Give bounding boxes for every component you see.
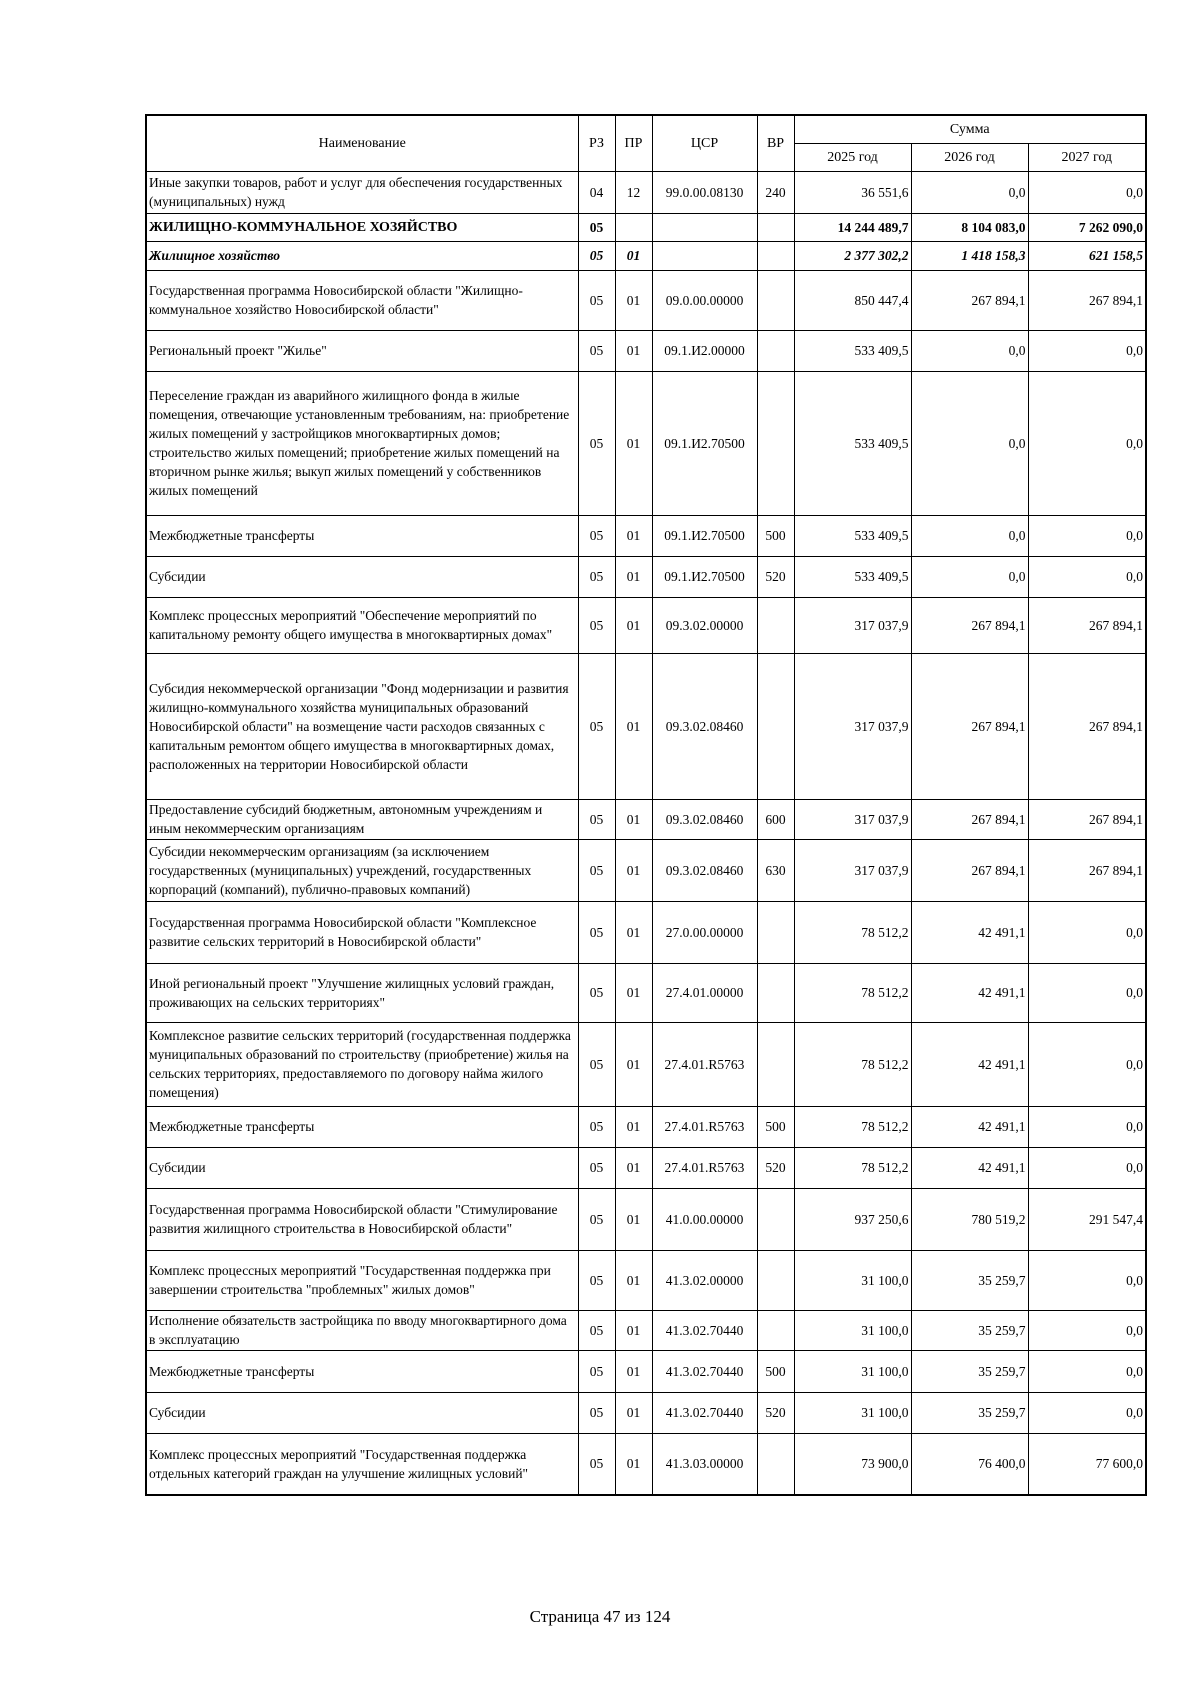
row-name: Межбюджетные трансферты (146, 1106, 578, 1147)
row-sum-2025: 317 037,9 (794, 653, 911, 799)
row-vr: 500 (757, 1350, 794, 1392)
header-2027: 2027 год (1028, 143, 1146, 171)
row-sum-2025: 78 512,2 (794, 1147, 911, 1188)
row-pr: 01 (615, 1022, 652, 1106)
table-row (146, 1310, 1146, 1350)
row-rz: 05 (578, 371, 615, 515)
row-sum-2025: 31 100,0 (794, 1250, 911, 1310)
row-sum-2026: 42 491,1 (911, 901, 1028, 963)
row-pr: 01 (615, 901, 652, 963)
table-row (146, 1433, 1146, 1495)
row-csr: 27.0.00.00000 (652, 901, 757, 963)
row-pr: 01 (615, 839, 652, 901)
table-row (146, 653, 1146, 799)
row-vr (757, 901, 794, 963)
table-row (146, 1106, 1146, 1147)
row-sum-2025: 317 037,9 (794, 839, 911, 901)
table-row (146, 901, 1146, 963)
row-vr (757, 213, 794, 241)
row-sum-2026: 35 259,7 (911, 1350, 1028, 1392)
row-csr: 09.3.02.08460 (652, 799, 757, 839)
row-sum-2025: 78 512,2 (794, 1106, 911, 1147)
row-name: Исполнение обязательств застройщика по вводу многоквартирного дома в эксплуатацию (146, 1310, 578, 1350)
row-rz: 05 (578, 1310, 615, 1350)
row-name: Комплекс процессных мероприятий "Государственная поддержка отдельных категорий граждан на улучшение жилищных условий" (146, 1433, 578, 1495)
table-row (146, 1188, 1146, 1250)
row-name: Межбюджетные трансферты (146, 515, 578, 556)
row-rz: 05 (578, 1433, 615, 1495)
row-vr (757, 1022, 794, 1106)
row-pr: 01 (615, 330, 652, 371)
page-number: Страница 47 из 124 (529, 1607, 671, 1626)
row-pr: 01 (615, 1147, 652, 1188)
row-sum-2025: 14 244 489,7 (794, 213, 911, 241)
row-sum-2026: 35 259,7 (911, 1310, 1028, 1350)
row-sum-2027: 0,0 (1028, 371, 1146, 515)
row-csr: 09.3.02.08460 (652, 653, 757, 799)
row-name: Межбюджетные трансферты (146, 1350, 578, 1392)
row-rz: 05 (578, 241, 615, 270)
row-sum-2025: 36 551,6 (794, 171, 911, 213)
row-rz: 05 (578, 963, 615, 1022)
row-csr: 41.3.02.70440 (652, 1310, 757, 1350)
row-sum-2027: 0,0 (1028, 1250, 1146, 1310)
row-rz: 05 (578, 1188, 615, 1250)
row-sum-2025: 850 447,4 (794, 270, 911, 330)
table-row (146, 241, 1146, 270)
row-sum-2027: 0,0 (1028, 556, 1146, 597)
row-sum-2027: 0,0 (1028, 1147, 1146, 1188)
row-vr: 520 (757, 556, 794, 597)
row-sum-2026: 0,0 (911, 171, 1028, 213)
header-rz: РЗ (578, 115, 615, 171)
row-vr: 520 (757, 1147, 794, 1188)
header-2026: 2026 год (911, 143, 1028, 171)
table-header (146, 115, 1146, 171)
row-sum-2027: 77 600,0 (1028, 1433, 1146, 1495)
row-sum-2025: 73 900,0 (794, 1433, 911, 1495)
header-name: Наименование (146, 115, 578, 171)
row-sum-2025: 78 512,2 (794, 1022, 911, 1106)
table-row (146, 1250, 1146, 1310)
row-sum-2026: 42 491,1 (911, 963, 1028, 1022)
row-sum-2027: 0,0 (1028, 171, 1146, 213)
row-sum-2026: 0,0 (911, 371, 1028, 515)
row-csr: 09.1.И2.00000 (652, 330, 757, 371)
row-name: Субсидии некоммерческим организациям (за исключением государственных (муниципальных) учреждений, государственных корпораций (компаний), публично-правовых компаний) (146, 839, 578, 901)
row-sum-2025: 533 409,5 (794, 371, 911, 515)
row-csr: 27.4.01.R5763 (652, 1106, 757, 1147)
row-sum-2027: 0,0 (1028, 901, 1146, 963)
table-row (146, 515, 1146, 556)
row-name: ЖИЛИЩНО-КОММУНАЛЬНОЕ ХОЗЯЙСТВО (146, 213, 578, 241)
row-sum-2026: 42 491,1 (911, 1147, 1028, 1188)
row-pr: 01 (615, 799, 652, 839)
row-csr: 41.3.02.70440 (652, 1350, 757, 1392)
row-name: Комплекс процессных мероприятий "Государственная поддержка при завершении строительства "проблемных" жилых домов" (146, 1250, 578, 1310)
row-pr: 01 (615, 1310, 652, 1350)
row-sum-2027: 0,0 (1028, 1022, 1146, 1106)
row-pr: 01 (615, 515, 652, 556)
row-sum-2026: 0,0 (911, 330, 1028, 371)
row-vr (757, 330, 794, 371)
row-rz: 05 (578, 1250, 615, 1310)
row-csr: 09.1.И2.70500 (652, 371, 757, 515)
row-sum-2026: 0,0 (911, 515, 1028, 556)
row-pr: 01 (615, 270, 652, 330)
row-sum-2027: 267 894,1 (1028, 270, 1146, 330)
row-pr: 01 (615, 1433, 652, 1495)
row-sum-2026: 8 104 083,0 (911, 213, 1028, 241)
row-pr: 01 (615, 241, 652, 270)
row-csr: 27.4.01.R5763 (652, 1147, 757, 1188)
row-rz: 05 (578, 1350, 615, 1392)
row-name: Комплекс процессных мероприятий "Обеспечение мероприятий по капитальному ремонту общего имущества в многоквартирных домах" (146, 597, 578, 653)
row-vr: 240 (757, 171, 794, 213)
row-sum-2027: 267 894,1 (1028, 799, 1146, 839)
table-row (146, 556, 1146, 597)
row-vr (757, 241, 794, 270)
row-pr (615, 213, 652, 241)
table-row (146, 171, 1146, 213)
row-rz: 05 (578, 1106, 615, 1147)
header-vr: ВР (757, 115, 794, 171)
row-sum-2026: 0,0 (911, 556, 1028, 597)
row-vr (757, 371, 794, 515)
row-sum-2027: 7 262 090,0 (1028, 213, 1146, 241)
table-row (146, 1147, 1146, 1188)
row-sum-2026: 35 259,7 (911, 1250, 1028, 1310)
row-pr: 12 (615, 171, 652, 213)
row-sum-2025: 2 377 302,2 (794, 241, 911, 270)
row-vr (757, 1250, 794, 1310)
table-row (146, 213, 1146, 241)
row-sum-2026: 76 400,0 (911, 1433, 1028, 1495)
header-csr: ЦСР (652, 115, 757, 171)
row-rz: 05 (578, 799, 615, 839)
row-sum-2026: 42 491,1 (911, 1022, 1028, 1106)
row-sum-2025: 78 512,2 (794, 963, 911, 1022)
row-pr: 01 (615, 371, 652, 515)
row-pr: 01 (615, 597, 652, 653)
row-sum-2025: 31 100,0 (794, 1350, 911, 1392)
row-name: Субсидии (146, 556, 578, 597)
row-sum-2027: 0,0 (1028, 1106, 1146, 1147)
row-sum-2026: 1 418 158,3 (911, 241, 1028, 270)
row-rz: 05 (578, 330, 615, 371)
table-body (146, 171, 1146, 1495)
row-pr: 01 (615, 556, 652, 597)
row-sum-2027: 0,0 (1028, 1392, 1146, 1433)
row-csr: 27.4.01.00000 (652, 963, 757, 1022)
row-pr: 01 (615, 1188, 652, 1250)
row-csr: 09.3.02.00000 (652, 597, 757, 653)
row-pr: 01 (615, 1392, 652, 1433)
table-row (146, 330, 1146, 371)
row-csr: 09.1.И2.70500 (652, 515, 757, 556)
row-sum-2027: 267 894,1 (1028, 839, 1146, 901)
row-sum-2025: 31 100,0 (794, 1392, 911, 1433)
row-sum-2027: 0,0 (1028, 330, 1146, 371)
row-csr: 27.4.01.R5763 (652, 1022, 757, 1106)
row-pr: 01 (615, 963, 652, 1022)
row-sum-2027: 621 158,5 (1028, 241, 1146, 270)
table-row (146, 371, 1146, 515)
row-sum-2025: 78 512,2 (794, 901, 911, 963)
row-pr: 01 (615, 1350, 652, 1392)
row-name: Иные закупки товаров, работ и услуг для обеспечения государственных (муниципальных) нужд (146, 171, 578, 213)
budget-table (145, 114, 1147, 1496)
table-row (146, 1392, 1146, 1433)
row-sum-2026: 780 519,2 (911, 1188, 1028, 1250)
row-sum-2026: 267 894,1 (911, 839, 1028, 901)
row-name: Переселение граждан из аварийного жилищного фонда в жилые помещения, отвечающие установленным требованиям, на: приобретение жилых помещений у застройщиков многоквартирных домов; строительство жилых помещений; приобретение жилых помещений на вторичном рынке жилья; выкуп жилых помещений у собственников жилых помещений (146, 371, 578, 515)
row-pr: 01 (615, 653, 652, 799)
row-sum-2027: 291 547,4 (1028, 1188, 1146, 1250)
row-sum-2026: 42 491,1 (911, 1106, 1028, 1147)
row-sum-2026: 267 894,1 (911, 270, 1028, 330)
row-sum-2025: 317 037,9 (794, 597, 911, 653)
row-sum-2025: 317 037,9 (794, 799, 911, 839)
row-csr: 41.3.02.70440 (652, 1392, 757, 1433)
table-row (146, 270, 1146, 330)
row-sum-2027: 267 894,1 (1028, 653, 1146, 799)
row-csr: 09.0.00.00000 (652, 270, 757, 330)
header-sum: Сумма (794, 115, 1146, 143)
row-csr: 41.3.03.00000 (652, 1433, 757, 1495)
row-rz: 05 (578, 556, 615, 597)
row-rz: 05 (578, 901, 615, 963)
row-sum-2025: 533 409,5 (794, 330, 911, 371)
row-rz: 05 (578, 515, 615, 556)
row-csr: 09.1.И2.70500 (652, 556, 757, 597)
row-rz: 04 (578, 171, 615, 213)
row-vr (757, 270, 794, 330)
row-sum-2026: 267 894,1 (911, 799, 1028, 839)
row-name: Комплексное развитие сельских территорий (государственная поддержка муниципальных образований по строительству (приобретение) жилья на сельских территориях, предоставляемого по договору найма жилого помещения) (146, 1022, 578, 1106)
row-vr: 600 (757, 799, 794, 839)
row-csr (652, 213, 757, 241)
row-name: Государственная программа Новосибирской области "Жилищно-коммунальное хозяйство Новосибирской области" (146, 270, 578, 330)
table-row (146, 597, 1146, 653)
row-rz: 05 (578, 653, 615, 799)
row-sum-2026: 267 894,1 (911, 653, 1028, 799)
row-vr: 500 (757, 515, 794, 556)
row-rz: 05 (578, 1022, 615, 1106)
row-sum-2025: 937 250,6 (794, 1188, 911, 1250)
table-row (146, 963, 1146, 1022)
row-vr (757, 1310, 794, 1350)
row-vr (757, 1188, 794, 1250)
row-rz: 05 (578, 213, 615, 241)
row-sum-2027: 0,0 (1028, 1310, 1146, 1350)
row-rz: 05 (578, 270, 615, 330)
row-pr: 01 (615, 1106, 652, 1147)
row-vr: 520 (757, 1392, 794, 1433)
row-rz: 05 (578, 597, 615, 653)
header-2025: 2025 год (794, 143, 911, 171)
table-row (146, 839, 1146, 901)
row-rz: 05 (578, 1392, 615, 1433)
row-csr: 41.3.02.00000 (652, 1250, 757, 1310)
row-name: Жилищное хозяйство (146, 241, 578, 270)
row-name: Предоставление субсидий бюджетным, автономным учреждениям и иным некоммерческим организациям (146, 799, 578, 839)
header-pr: ПР (615, 115, 652, 171)
row-csr: 09.3.02.08460 (652, 839, 757, 901)
table-row (146, 1022, 1146, 1106)
row-vr (757, 653, 794, 799)
row-csr (652, 241, 757, 270)
row-vr (757, 1433, 794, 1495)
row-rz: 05 (578, 839, 615, 901)
row-vr (757, 963, 794, 1022)
row-vr: 630 (757, 839, 794, 901)
row-sum-2026: 267 894,1 (911, 597, 1028, 653)
row-csr: 41.0.00.00000 (652, 1188, 757, 1250)
row-sum-2027: 0,0 (1028, 1350, 1146, 1392)
row-name: Государственная программа Новосибирской области "Стимулирование развития жилищного строительства в Новосибирской области" (146, 1188, 578, 1250)
row-sum-2025: 533 409,5 (794, 556, 911, 597)
row-sum-2025: 31 100,0 (794, 1310, 911, 1350)
row-vr (757, 597, 794, 653)
row-name: Субсидии (146, 1147, 578, 1188)
row-sum-2027: 0,0 (1028, 515, 1146, 556)
row-rz: 05 (578, 1147, 615, 1188)
row-sum-2027: 267 894,1 (1028, 597, 1146, 653)
row-name: Государственная программа Новосибирской области "Комплексное развитие сельских территорий в Новосибирской области" (146, 901, 578, 963)
row-sum-2026: 35 259,7 (911, 1392, 1028, 1433)
row-name: Региональный проект "Жилье" (146, 330, 578, 371)
row-vr: 500 (757, 1106, 794, 1147)
table-row (146, 799, 1146, 839)
row-csr: 99.0.00.08130 (652, 171, 757, 213)
row-name: Иной региональный проект "Улучшение жилищных условий граждан, проживающих на сельских территориях" (146, 963, 578, 1022)
row-pr: 01 (615, 1250, 652, 1310)
table-row (146, 1350, 1146, 1392)
row-name: Субсидия некоммерческой организации "Фонд модернизации и развития жилищно-коммунального хозяйства муниципальных образований Новосибирской области" на возмещение части расходов связанных с капитальным ремонтом общего имущества в многоквартирных домах, расположенных на территории Новосибирской области (146, 653, 578, 799)
row-name: Субсидии (146, 1392, 578, 1433)
row-sum-2025: 533 409,5 (794, 515, 911, 556)
row-sum-2027: 0,0 (1028, 963, 1146, 1022)
